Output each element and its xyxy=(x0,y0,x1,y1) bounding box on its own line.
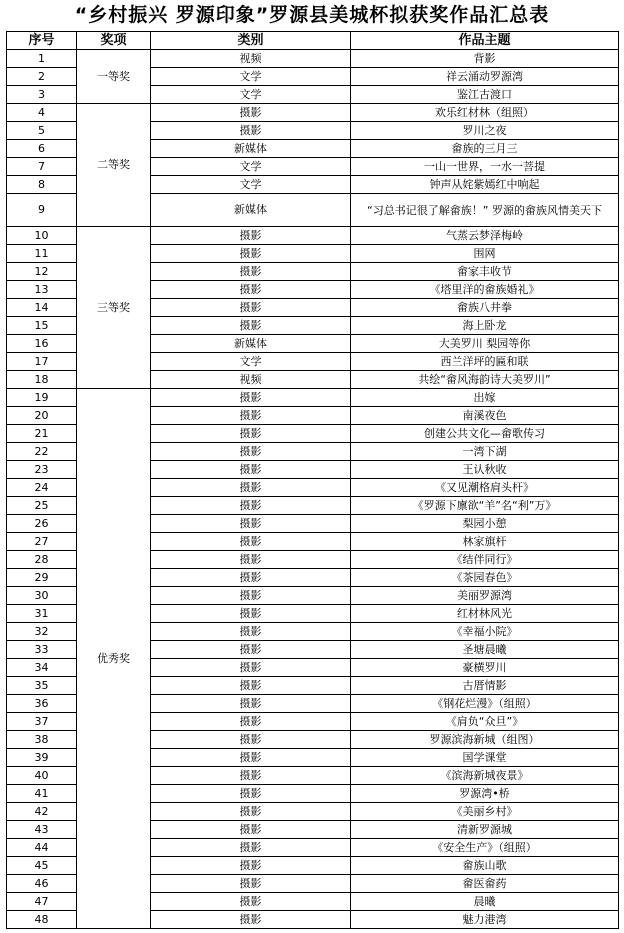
cell-topic: 王认秋收 xyxy=(351,461,619,479)
cell-category: 摄影 xyxy=(151,677,351,695)
cell-seq: 45 xyxy=(7,857,77,875)
cell-topic: 罗川之夜 xyxy=(351,122,619,140)
document-title: “乡村振兴 罗源印象”罗源县美城杯拟获奖作品汇总表 xyxy=(74,4,550,26)
cell-seq: 6 xyxy=(7,140,77,158)
cell-seq: 41 xyxy=(7,785,77,803)
cell-seq: 24 xyxy=(7,479,77,497)
cell-category: 摄影 xyxy=(151,497,351,515)
cell-topic: 出嫁 xyxy=(351,389,619,407)
cell-seq: 8 xyxy=(7,176,77,194)
cell-seq: 20 xyxy=(7,407,77,425)
table-row xyxy=(7,104,619,122)
cell-category: 摄影 xyxy=(151,551,351,569)
cell-category: 摄影 xyxy=(151,515,351,533)
cell-category: 摄影 xyxy=(151,767,351,785)
cell-topic: 西兰洋坪的匾和联 xyxy=(351,353,619,371)
cell-category: 文学 xyxy=(151,68,351,86)
cell-category: 摄影 xyxy=(151,227,351,245)
cell-topic: 《茶园春色》 xyxy=(351,569,619,587)
cell-category: 摄影 xyxy=(151,533,351,551)
cell-topic: 清新罗源城 xyxy=(351,821,619,839)
cell-category: 视频 xyxy=(151,371,351,389)
cell-category: 摄影 xyxy=(151,641,351,659)
cell-topic: 畲医畲药 xyxy=(351,875,619,893)
cell-category: 摄影 xyxy=(151,659,351,677)
cell-topic: 南溪夜色 xyxy=(351,407,619,425)
cell-seq: 11 xyxy=(7,245,77,263)
cell-topic: 鉴江古渡口 xyxy=(351,86,619,104)
cell-seq: 47 xyxy=(7,893,77,911)
cell-category: 文学 xyxy=(151,353,351,371)
cell-seq: 27 xyxy=(7,533,77,551)
cell-seq: 7 xyxy=(7,158,77,176)
cell-topic: 《滨海新城夜景》 xyxy=(351,767,619,785)
cell-topic: 《钢花烂漫》（组照） xyxy=(351,695,619,713)
table-row xyxy=(7,50,619,68)
cell-seq: 17 xyxy=(7,353,77,371)
cell-category: 视频 xyxy=(151,50,351,68)
cell-topic: 海上卧龙 xyxy=(351,317,619,335)
cell-topic: 围网 xyxy=(351,245,619,263)
cell-seq: 39 xyxy=(7,749,77,767)
cell-category: 摄影 xyxy=(151,893,351,911)
cell-topic: 《罗源下廪欲“羊”名“利”万》 xyxy=(351,497,619,515)
cell-category: 摄影 xyxy=(151,839,351,857)
header-seq: 序号 xyxy=(7,32,77,50)
cell-topic: 罗源滨海新城（组图） xyxy=(351,731,619,749)
cell-award-group: 一等奖 xyxy=(77,50,151,104)
cell-award-group: 三等奖 xyxy=(77,227,151,389)
cell-category: 摄影 xyxy=(151,785,351,803)
table-row xyxy=(7,227,619,245)
cell-category: 新媒体 xyxy=(151,194,351,227)
cell-category: 摄影 xyxy=(151,569,351,587)
cell-topic: 畲家丰收节 xyxy=(351,263,619,281)
cell-seq: 42 xyxy=(7,803,77,821)
cell-topic: 畲族八井拳 xyxy=(351,299,619,317)
cell-category: 摄影 xyxy=(151,245,351,263)
cell-seq: 35 xyxy=(7,677,77,695)
cell-topic: 《幸福小院》 xyxy=(351,623,619,641)
cell-topic: 晨曦 xyxy=(351,893,619,911)
cell-seq: 44 xyxy=(7,839,77,857)
cell-topic: 背影 xyxy=(351,50,619,68)
cell-topic: 创建公共文化—畲歌传习 xyxy=(351,425,619,443)
cell-seq: 16 xyxy=(7,335,77,353)
cell-topic: 气蒸云梦泽梅岭 xyxy=(351,227,619,245)
cell-topic: 《美丽乡村》 xyxy=(351,803,619,821)
cell-seq: 14 xyxy=(7,299,77,317)
cell-category: 文学 xyxy=(151,86,351,104)
cell-category: 摄影 xyxy=(151,122,351,140)
cell-topic: 《结伴同行》 xyxy=(351,551,619,569)
cell-category: 文学 xyxy=(151,176,351,194)
header-row xyxy=(7,32,619,50)
cell-seq: 46 xyxy=(7,875,77,893)
cell-topic: 《肩负“众旦”》 xyxy=(351,713,619,731)
cell-seq: 38 xyxy=(7,731,77,749)
cell-category: 摄影 xyxy=(151,749,351,767)
cell-seq: 48 xyxy=(7,911,77,929)
cell-seq: 15 xyxy=(7,317,77,335)
cell-seq: 37 xyxy=(7,713,77,731)
header-topic: 作品主题 xyxy=(351,32,619,50)
cell-topic: 《又见潮格肩头杆》 xyxy=(351,479,619,497)
cell-seq: 29 xyxy=(7,569,77,587)
cell-topic: 梨园小憩 xyxy=(351,515,619,533)
cell-topic: 欢乐红材林（组照） xyxy=(351,104,619,122)
cell-seq: 43 xyxy=(7,821,77,839)
cell-topic: 《安全生产》（组照） xyxy=(351,839,619,857)
cell-category: 文学 xyxy=(151,158,351,176)
cell-topic: 国学课堂 xyxy=(351,749,619,767)
cell-category: 摄影 xyxy=(151,104,351,122)
cell-topic: 豪横罗川 xyxy=(351,659,619,677)
cell-topic: “习总书记很了解畲族！” 罗源的畲族风情美天下 xyxy=(351,194,619,227)
cell-category: 摄影 xyxy=(151,407,351,425)
cell-seq: 22 xyxy=(7,443,77,461)
cell-seq: 28 xyxy=(7,551,77,569)
cell-category: 新媒体 xyxy=(151,335,351,353)
cell-category: 摄影 xyxy=(151,857,351,875)
cell-seq: 4 xyxy=(7,104,77,122)
cell-category: 摄影 xyxy=(151,389,351,407)
cell-topic: 共绘“畲风海韵诗大美罗川” xyxy=(351,371,619,389)
cell-topic: 林家旗杆 xyxy=(351,533,619,551)
cell-category: 摄影 xyxy=(151,803,351,821)
cell-topic: 红材林风光 xyxy=(351,605,619,623)
award-summary-table xyxy=(6,31,619,929)
cell-seq: 34 xyxy=(7,659,77,677)
cell-topic: 畲族山歌 xyxy=(351,857,619,875)
cell-seq: 23 xyxy=(7,461,77,479)
cell-seq: 31 xyxy=(7,605,77,623)
cell-seq: 5 xyxy=(7,122,77,140)
cell-award-group: 优秀奖 xyxy=(77,389,151,929)
cell-topic: 圣塘晨曦 xyxy=(351,641,619,659)
cell-seq: 9 xyxy=(7,194,77,227)
cell-category: 摄影 xyxy=(151,875,351,893)
cell-category: 摄影 xyxy=(151,731,351,749)
cell-topic: 美丽罗源湾 xyxy=(351,587,619,605)
table-row xyxy=(7,389,619,407)
cell-topic: 古厝情影 xyxy=(351,677,619,695)
cell-topic: 《塔里洋的畲族婚礼》 xyxy=(351,281,619,299)
cell-topic: 一湾下湖 xyxy=(351,443,619,461)
cell-seq: 10 xyxy=(7,227,77,245)
cell-category: 摄影 xyxy=(151,263,351,281)
cell-seq: 18 xyxy=(7,371,77,389)
cell-seq: 30 xyxy=(7,587,77,605)
cell-seq: 26 xyxy=(7,515,77,533)
cell-award-group: 二等奖 xyxy=(77,104,151,227)
cell-category: 新媒体 xyxy=(151,140,351,158)
cell-category: 摄影 xyxy=(151,911,351,929)
cell-seq: 32 xyxy=(7,623,77,641)
cell-seq: 40 xyxy=(7,767,77,785)
cell-category: 摄影 xyxy=(151,695,351,713)
cell-seq: 3 xyxy=(7,86,77,104)
cell-seq: 1 xyxy=(7,50,77,68)
cell-topic: 罗源湾•桥 xyxy=(351,785,619,803)
cell-category: 摄影 xyxy=(151,425,351,443)
cell-seq: 13 xyxy=(7,281,77,299)
cell-topic: 钟声从姹紫嫣红中响起 xyxy=(351,176,619,194)
cell-category: 摄影 xyxy=(151,317,351,335)
cell-seq: 36 xyxy=(7,695,77,713)
cell-category: 摄影 xyxy=(151,821,351,839)
cell-category: 摄影 xyxy=(151,443,351,461)
cell-topic: 祥云涌动罗源湾 xyxy=(351,68,619,86)
header-category: 类别 xyxy=(151,32,351,50)
cell-topic: 一山一世界，一水一菩提 xyxy=(351,158,619,176)
cell-seq: 19 xyxy=(7,389,77,407)
cell-category: 摄影 xyxy=(151,299,351,317)
cell-category: 摄影 xyxy=(151,713,351,731)
cell-seq: 25 xyxy=(7,497,77,515)
cell-seq: 21 xyxy=(7,425,77,443)
cell-category: 摄影 xyxy=(151,605,351,623)
cell-topic: 大美罗川 梨园等你 xyxy=(351,335,619,353)
cell-category: 摄影 xyxy=(151,479,351,497)
cell-category: 摄影 xyxy=(151,623,351,641)
cell-seq: 33 xyxy=(7,641,77,659)
cell-category: 摄影 xyxy=(151,461,351,479)
cell-topic: 畲族的三月三 xyxy=(351,140,619,158)
cell-category: 摄影 xyxy=(151,587,351,605)
cell-category: 摄影 xyxy=(151,281,351,299)
cell-seq: 2 xyxy=(7,68,77,86)
header-award: 奖项 xyxy=(77,32,151,50)
cell-seq: 12 xyxy=(7,263,77,281)
cell-topic: 魅力港湾 xyxy=(351,911,619,929)
